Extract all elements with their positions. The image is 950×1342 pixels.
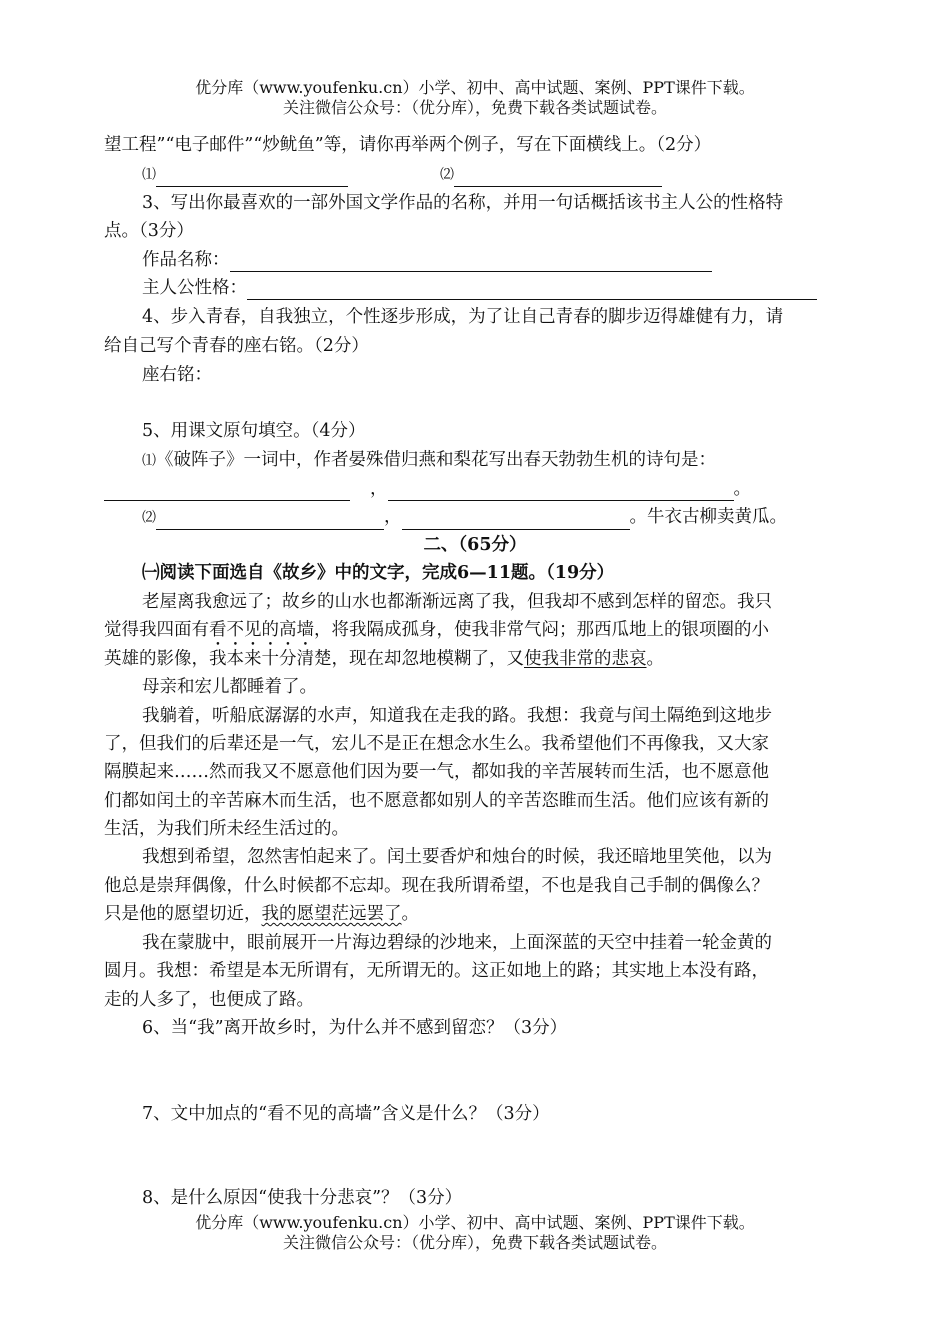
question-7: 7、文中加点的“看不见的高墙”含义是什么？（3分） [142,1104,550,1124]
q5-part-2-end: 。牛衣古柳卖黄瓜。 [629,507,787,527]
reading-title: ㈠阅读下面选自《故乡》中的文字，完成6—11题。（19分） [142,563,615,583]
q5-blank-3[interactable] [156,509,384,530]
passage-p1-line-2 [104,618,850,650]
q2-marker-2: ⑵ [440,167,454,183]
q2-answer-row [142,162,850,187]
q5-period-1: 。 [733,479,751,499]
footer-line-1: 优分库（www.youfenku.cn）小学、初中、高中试题、案例、PPT课件下载。 [195,1213,755,1232]
passage-text: 英雄的影像，我本来十分清楚，现在却忽地模糊了，又 [104,649,524,669]
header-line-1: 优分库（www.youfenku.cn）小学、初中、高中试题、案例、PPT课件下载。 [195,78,755,97]
passage-p3-line-3: 隔膜起来……然而我又不愿意他们因为要一气，都如我的辛苦展转而生活，也不愿意他 [104,762,769,782]
q3-character-label: 主人公性格： [142,278,247,298]
question-6: 6、当“我”离开故乡时，为什么并不感到留恋？（3分） [142,1018,568,1038]
q2-marker-1: ⑴ [142,167,156,183]
q3-character-row [142,276,850,300]
passage-p4-line-3 [104,902,850,926]
underlined-phrase-sadness: 使我非常的悲哀 [524,649,647,669]
q2-text: 望工程”“电子邮件”“炒鱿鱼”等，请你再举两个例子，写在下面横线上。（2分） [104,135,712,155]
passage-p5-line-1: 我在蒙胧中，眼前展开一片海边碧绿的沙地来，上面深蓝的天空中挂着一轮金黄的 [142,933,772,953]
q5-part-1 [142,448,850,473]
passage-p1-line-3 [104,647,850,671]
q2-answer-blank-2[interactable] [454,166,662,187]
passage-p4-line-1: 我想到希望，忽然害怕起来了。闰土要香炉和烛台的时候，我还暗地里笑他，以为 [142,847,772,867]
q5-part-1-text: 《破阵子》一词中，作者晏殊借归燕和梨花写出春天勃勃生机的诗句是： [156,450,716,470]
passage-text: 。 [646,649,664,669]
passage-text: 觉得我四面有 [104,620,209,640]
q2-answer-blank-1[interactable] [156,166,348,187]
q5-part-1-answer-row [104,477,850,501]
passage-p3-line-2: 了，但我们的后辈还是一气，宏儿不是正在想念水生么。我希望他们不再像我，又大家 [104,734,769,754]
passage-p1-line-1: 老屋离我愈远了；故乡的山水也都渐渐远离了我，但我却不感到怎样的留恋。我只 [142,592,772,612]
wavy-phrase-hope: 我的愿望茫远罢了 [261,904,402,924]
q4-motto-label: 座右铭： [142,365,212,385]
q3-work-blank[interactable] [230,251,712,272]
q3-text-1: 3、写出你最喜欢的一部外国文学作品的名称，并用一句话概括该书主人公的性格特 [142,193,784,213]
passage-p3-line-5: 生活，为我们所未经生活过的。 [104,819,349,839]
question-8: 8、是什么原因“使我十分悲哀”？（3分） [142,1188,463,1208]
passage-p2: 母亲和宏儿都睡着了。 [142,677,317,697]
passage-text: 只是他的愿望切近， [104,904,262,924]
q3-character-blank[interactable] [247,279,817,300]
q5-title: 5、用课文原句填空。（4分） [142,421,366,441]
q5-blank-2[interactable] [388,480,734,501]
q5-comma-1: ， [370,479,388,499]
q5-blank-4[interactable] [402,509,630,530]
q5-part-2 [142,505,850,530]
section-2-title: 二、（65分） [423,535,527,555]
q5-marker-2: ⑵ [142,510,156,526]
q3-work-row [142,248,850,272]
q5-blank-1[interactable] [104,480,350,501]
q3-work-label: 作品名称： [142,250,230,270]
q4-text-2: 给自己写个青春的座右铭。（2分） [104,336,369,356]
passage-p4-line-2: 他总是崇拜偶像，什么时候都不忘却。现在我所谓希望，不也是我自己手制的偶像么？ [104,876,769,896]
q3-text-2: 点。（3分） [104,221,194,241]
passage-text: ，将我隔成孤身，使我非常气闷；那西瓜地上的银项圈的小 [314,620,769,640]
header-line-2: 关注微信公众号：（优分库），免费下载各类试题试卷。 [282,98,667,117]
q5-comma-2: ， [384,507,402,527]
q4-text-1: 4、步入青春，自我独立，个性逐步形成，为了让自己青春的脚步迈得雄健有力，请 [142,307,784,327]
q5-marker-1: ⑴ [142,453,156,469]
dotted-phrase-invisible-wall: 看不见的高墙 [209,620,314,640]
passage-p3-line-4: 们都如闰土的辛苦麻木而生活，也不愿意都如别人的辛苦恣睢而生活。他们应该有新的 [104,791,769,811]
passage-p5-line-2: 圆月。我想：希望是本无所谓有，无所谓无的。这正如地上的路；其实地上本没有路， [104,961,769,981]
passage-p5-line-3: 走的人多了，也便成了路。 [104,990,314,1010]
footer-line-2: 关注微信公众号：（优分库），免费下载各类试题试卷。 [282,1233,667,1252]
passage-text: 。 [401,904,419,924]
passage-p3-line-1: 我躺着，听船底潺潺的水声，知道我在走我的路。我想：我竟与闰土隔绝到这地步 [142,706,772,726]
